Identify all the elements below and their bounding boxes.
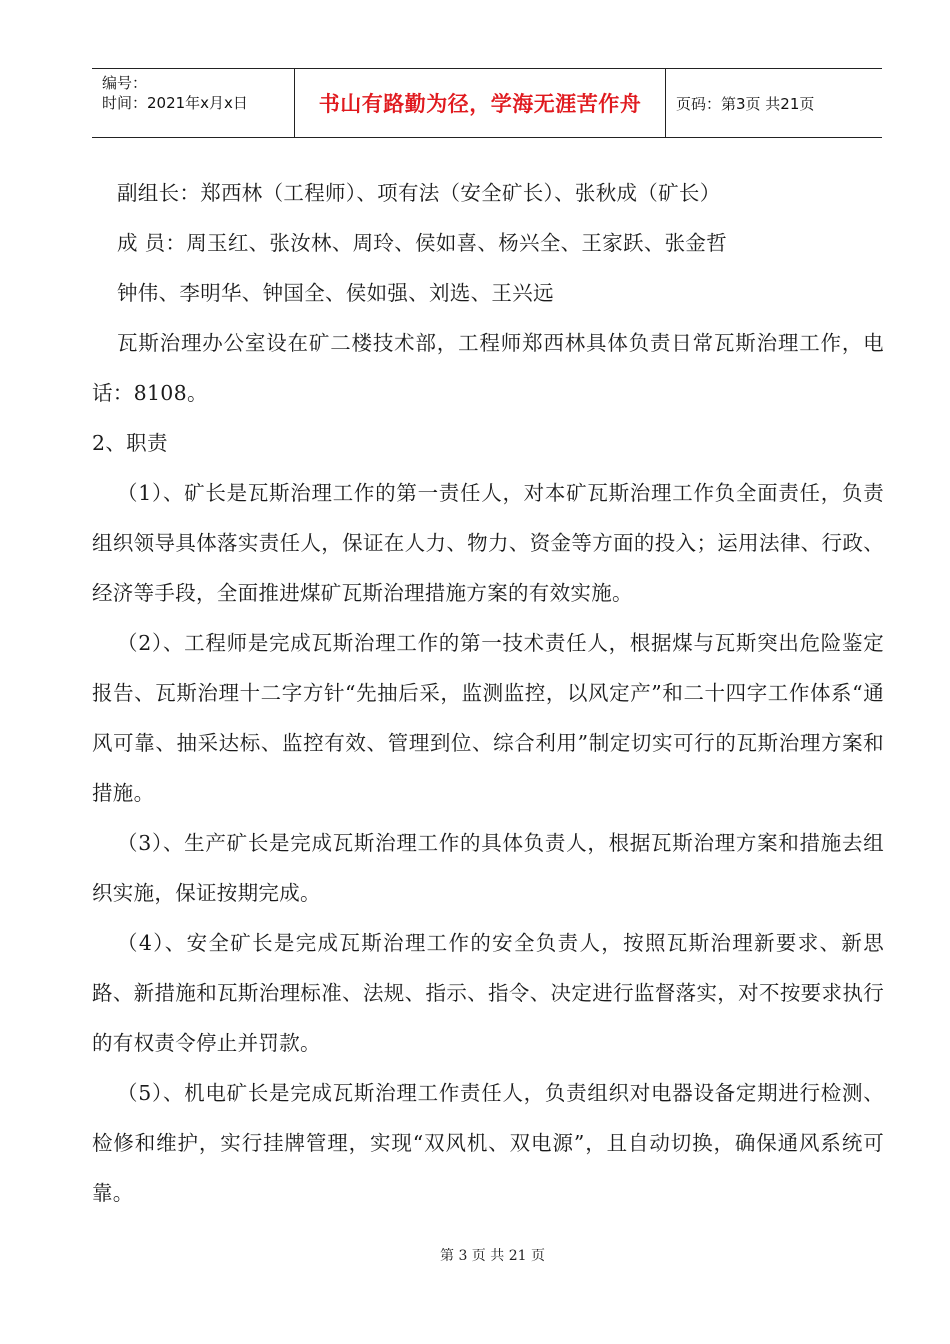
time-label: 时间：2021年x月x日 [102,94,248,112]
paragraph-deputy-leaders: 副组长：郑西林（工程师）、项有法（安全矿长）、张秋成（矿长） [117,181,721,205]
paragraph-members-cont: 钟伟、李明华、钟国全、侯如强、刘选、王兴远 [117,281,554,305]
serial-label: 编号： [102,74,148,92]
page-header [92,68,882,138]
paragraph-members: 成 员：周玉红、张汝林、周玲、侯如喜、杨兴全、王家跃、张金哲 [117,231,728,255]
paragraph-duty-1: （1）、矿长是瓦斯治理工作的第一责任人，对本矿瓦斯治理工作负全面责任，负责组织领导具体落实责任人，保证在人力、物力、资金等方面的投入；运用法律、行政、经济等手段，全面推进煤矿瓦斯治理措施方案的有效实施。 [92,481,884,605]
header-page-code: 页码：第3页 共21页 [676,94,815,113]
document-body [92,168,884,1218]
paragraph-duty-4: （4）、安全矿长是完成瓦斯治理工作的安全负责人，按照瓦斯治理新要求、新思路、新措施和瓦斯治理标准、法规、指示、指令、决定进行监督落实，对不按要求执行的有权责令停止并罚款。 [92,931,884,1055]
paragraph-duty-3: （3）、生产矿长是完成瓦斯治理工作的具体负责人，根据瓦斯治理方案和措施去组织实施，保证按期完成。 [92,831,884,905]
header-meta [92,69,294,137]
paragraph-duty-5: （5）、机电矿长是完成瓦斯治理工作责任人，负责组织对电器设备定期进行检测、检修和维护，实行挂牌管理，实现“双风机、双电源”，且自动切换，确保通风系统可靠。 [92,1081,884,1205]
section-heading-duties: 2、职责 [92,431,168,455]
page-footer: 第 3 页 共 21 页 [440,1248,545,1264]
paragraph-duty-2: （2）、工程师是完成瓦斯治理工作的第一技术责任人，根据煤与瓦斯突出危险鉴定报告、瓦斯治理十二字方针“先抽后采，监测监控，以风定产”和二十四字工作体系“通风可靠、抽采达标、监控有效、管理到位、综合利用”制定切实可行的瓦斯治理方案和措施。 [92,631,884,805]
paragraph-office: 瓦斯治理办公室设在矿二楼技术部，工程师郑西林具体负责日常瓦斯治理工作，电话：8108。 [92,331,884,405]
header-motto: 书山有路勤为径，学海无涯苦作舟 [294,69,666,137]
